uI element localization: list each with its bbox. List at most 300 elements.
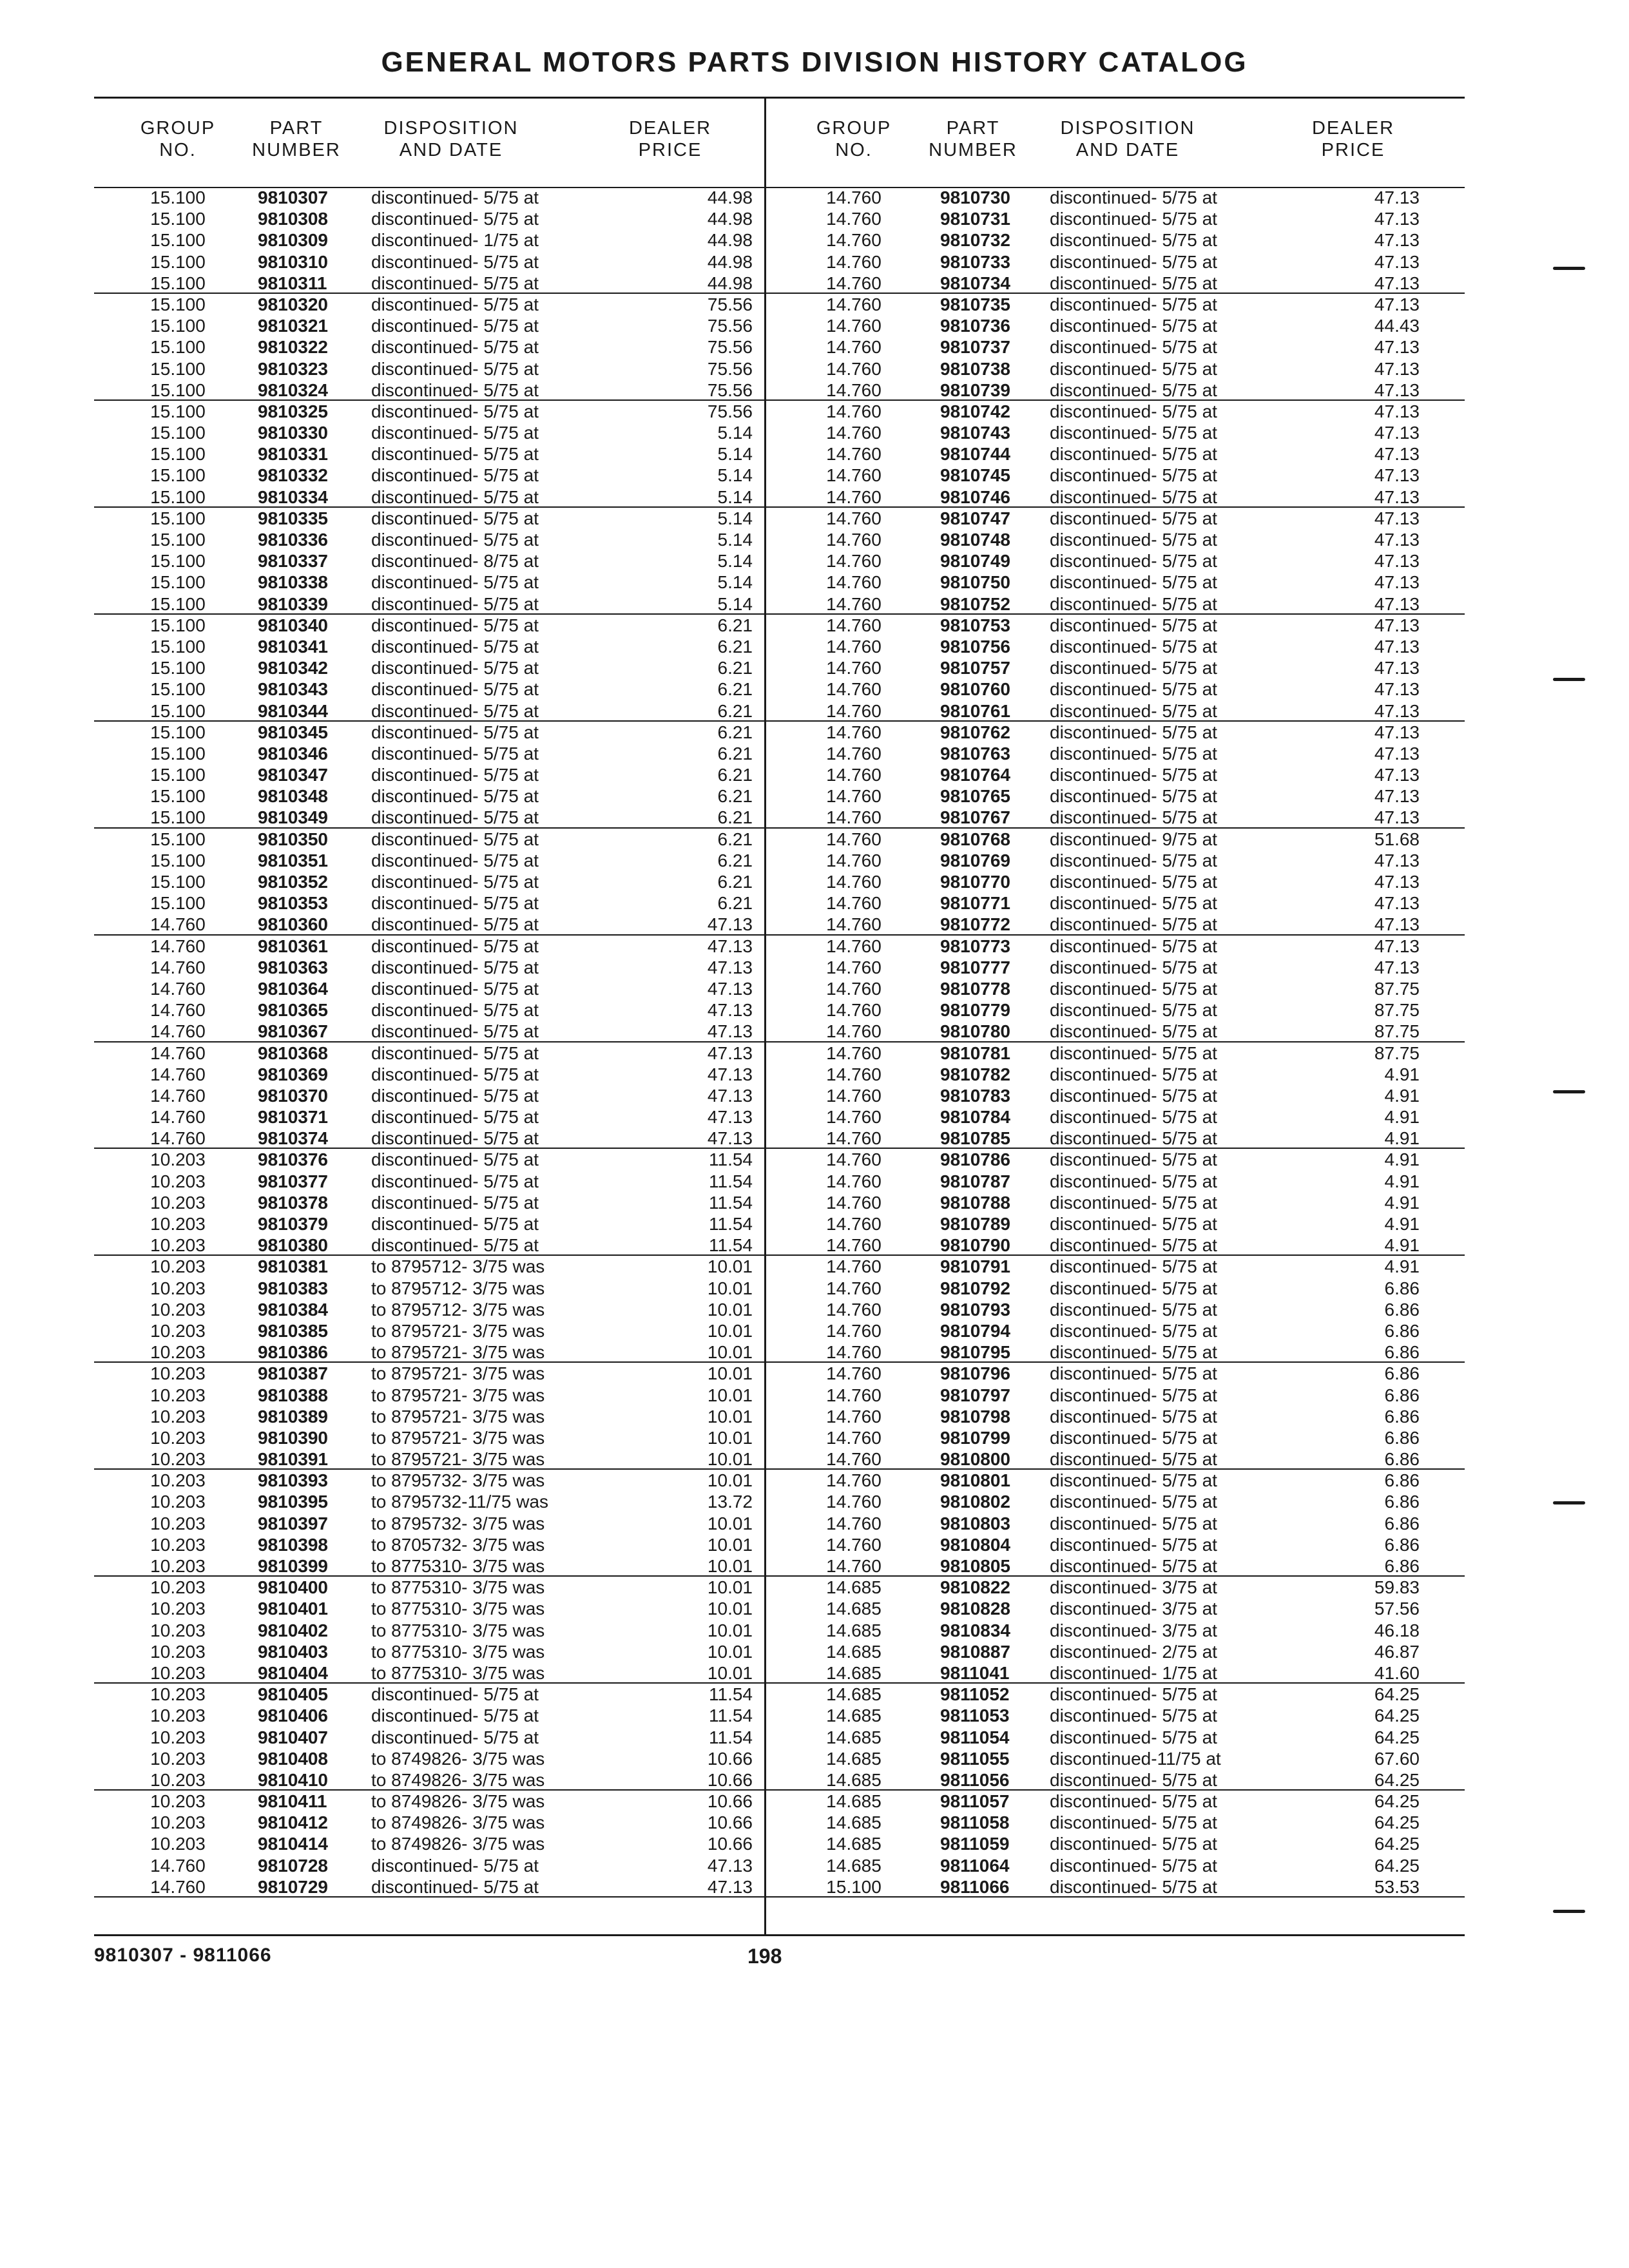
dealer-price: 47.13 — [1374, 658, 1420, 678]
disposition: discontinued- 5/75 at — [1050, 1320, 1217, 1341]
dealer-price: 67.60 — [1374, 1748, 1420, 1769]
part-number: 9810729 — [258, 1876, 329, 1897]
group-no: 14.760 — [826, 978, 882, 999]
dealer-price: 47.13 — [1374, 251, 1420, 272]
group-no: 14.760 — [826, 872, 882, 892]
table-row — [94, 1299, 764, 1320]
group-no: 10.203 — [150, 1256, 206, 1277]
part-number: 9810800 — [940, 1449, 1011, 1470]
disposition: discontinued- 5/75 at — [1050, 1855, 1217, 1876]
top-rule — [94, 97, 1465, 99]
part-number: 9810756 — [940, 636, 1011, 657]
table-row — [766, 1149, 1465, 1170]
part-number: 9810785 — [940, 1128, 1011, 1149]
group-no: 15.100 — [150, 658, 206, 678]
dealer-price: 6.86 — [1384, 1320, 1420, 1341]
part-number: 9810792 — [940, 1278, 1011, 1298]
table-row — [766, 785, 1465, 807]
disposition: to 8795721- 3/75 was — [371, 1342, 545, 1363]
table-row — [94, 1213, 764, 1235]
page-number: 198 — [747, 1945, 782, 1968]
part-number: 9810330 — [258, 423, 329, 443]
table-row — [766, 208, 1465, 229]
disposition: to 8775310- 3/75 was — [371, 1662, 545, 1683]
group-no: 14.760 — [150, 1876, 206, 1897]
part-number: 9810350 — [258, 829, 329, 849]
dealer-price: 6.21 — [717, 765, 753, 785]
disposition: discontinued- 5/75 at — [371, 936, 539, 956]
table-row — [94, 422, 764, 443]
disposition: to 8749826- 3/75 was — [371, 1791, 545, 1812]
table-row — [766, 294, 1465, 315]
table-row — [94, 1406, 764, 1427]
dealer-price: 47.13 — [1374, 294, 1420, 314]
disposition: discontinued- 5/75 at — [371, 786, 539, 807]
part-number: 9810887 — [940, 1641, 1011, 1662]
dealer-price: 5.14 — [717, 486, 753, 507]
disposition: discontinued- 5/75 at — [371, 401, 539, 421]
part-number: 9810407 — [258, 1727, 329, 1747]
part-number: 9810764 — [940, 765, 1011, 785]
disposition: discontinued- 5/75 at — [371, 465, 539, 486]
disposition: discontinued- 5/75 at — [1050, 316, 1217, 336]
disposition: to 8795732-11/75 was — [371, 1492, 549, 1512]
group-no: 14.760 — [826, 615, 882, 635]
table-row — [94, 700, 764, 722]
group-no: 15.100 — [150, 743, 206, 764]
group-no: 10.203 — [150, 1812, 206, 1833]
dealer-price: 44.98 — [707, 251, 753, 272]
disposition: discontinued- 5/75 at — [371, 1000, 539, 1021]
dealer-price: 11.54 — [709, 1235, 753, 1256]
table-row — [94, 1641, 764, 1662]
page-title: GENERAL MOTORS PARTS DIVISION HISTORY CATALOG — [381, 46, 1248, 78]
part-number: 9810360 — [258, 914, 329, 935]
disposition: discontinued- 5/75 at — [1050, 1342, 1217, 1363]
group-no: 15.100 — [150, 872, 206, 892]
table-row — [94, 593, 764, 615]
group-no: 14.760 — [150, 978, 206, 999]
part-number: 9810374 — [258, 1128, 329, 1149]
table-row — [766, 1791, 1465, 1812]
part-number: 9810411 — [258, 1791, 327, 1812]
group-no: 10.203 — [150, 1427, 206, 1448]
part-number: 9810767 — [940, 807, 1011, 828]
table-row — [766, 936, 1465, 957]
group-no: 15.100 — [150, 187, 206, 207]
dealer-price: 6.21 — [717, 829, 753, 849]
table-row — [766, 1235, 1465, 1256]
group-no: 10.203 — [150, 1214, 206, 1234]
table-row — [766, 1876, 1465, 1898]
part-number: 9810803 — [940, 1513, 1011, 1533]
table-row — [94, 572, 764, 593]
table-row — [94, 1043, 764, 1064]
group-no: 14.685 — [826, 1599, 882, 1619]
dealer-price: 57.56 — [1374, 1599, 1420, 1619]
dealer-price: 6.21 — [717, 872, 753, 892]
table-row — [94, 486, 764, 508]
part-number: 9810370 — [258, 1085, 329, 1106]
dealer-price: 47.13 — [1374, 572, 1420, 593]
table-row — [766, 1043, 1465, 1064]
part-number: 9810404 — [258, 1662, 329, 1683]
table-row — [94, 657, 764, 678]
group-no: 10.203 — [150, 1192, 206, 1213]
group-no: 14.760 — [826, 1427, 882, 1448]
table-row — [766, 1577, 1465, 1598]
dealer-price: 64.25 — [1374, 1706, 1420, 1726]
group-no: 15.100 — [826, 1876, 882, 1897]
dealer-price: 6.86 — [1384, 1470, 1420, 1491]
group-no: 15.100 — [150, 551, 206, 572]
part-number: 9810757 — [940, 658, 1011, 678]
table-row — [766, 187, 1465, 208]
table-row — [766, 1662, 1465, 1684]
disposition: discontinued- 5/75 at — [1050, 807, 1217, 828]
group-no: 14.685 — [826, 1641, 882, 1662]
group-no: 10.203 — [150, 1320, 206, 1341]
table-row — [94, 678, 764, 700]
dealer-price: 10.01 — [707, 1427, 753, 1448]
disposition: discontinued- 5/75 at — [1050, 1235, 1217, 1256]
disposition: discontinued- 5/75 at — [371, 187, 539, 207]
part-number: 9810772 — [940, 914, 1011, 935]
dealer-price: 47.13 — [1374, 209, 1420, 229]
disposition: to 8775310- 3/75 was — [371, 1577, 545, 1598]
disposition: discontinued- 5/75 at — [1050, 1278, 1217, 1298]
disposition: discontinued- 5/75 at — [1050, 1171, 1217, 1191]
disposition: discontinued- 5/75 at — [1050, 1791, 1217, 1812]
disposition: discontinued- 5/75 at — [1050, 230, 1217, 251]
part-number: 9810414 — [258, 1834, 329, 1854]
table-row — [766, 1812, 1465, 1833]
dealer-price: 10.66 — [707, 1812, 753, 1833]
dealer-price: 6.21 — [717, 615, 753, 635]
dealer-price: 87.75 — [1374, 1000, 1420, 1021]
disposition: discontinued- 5/75 at — [1050, 700, 1217, 721]
part-number: 9810405 — [258, 1684, 329, 1705]
disposition: to 8749826- 3/75 was — [371, 1834, 545, 1854]
part-number: 9810750 — [940, 572, 1011, 593]
group-no: 10.203 — [150, 1171, 206, 1191]
part-number: 9810341 — [258, 636, 329, 657]
disposition: discontinued- 5/75 at — [1050, 658, 1217, 678]
table-row — [94, 1064, 764, 1085]
bottom-rule — [94, 1934, 1465, 1936]
group-no: 10.203 — [150, 1684, 206, 1705]
part-number: 9810738 — [940, 358, 1011, 379]
part-number: 9810787 — [940, 1171, 1011, 1191]
group-no: 14.760 — [826, 850, 882, 870]
group-no: 14.685 — [826, 1769, 882, 1790]
group-no: 15.100 — [150, 230, 206, 251]
table-row — [766, 1128, 1465, 1149]
part-number: 9810361 — [258, 936, 329, 956]
disposition: discontinued- 5/75 at — [1050, 1256, 1217, 1277]
disposition: discontinued- 5/75 at — [371, 593, 539, 614]
dealer-price: 47.13 — [707, 1128, 753, 1149]
table-row — [94, 529, 764, 550]
disposition: discontinued- 5/75 at — [1050, 1406, 1217, 1427]
disposition: discontinued- 5/75 at — [1050, 1128, 1217, 1149]
disposition: discontinued- 5/75 at — [371, 1192, 539, 1213]
table-row — [94, 187, 764, 208]
disposition: to 8775310- 3/75 was — [371, 1556, 545, 1576]
dealer-price: 47.13 — [707, 914, 753, 935]
disposition: discontinued- 5/75 at — [1050, 850, 1217, 870]
table-row — [766, 251, 1465, 273]
group-no: 14.760 — [150, 1021, 206, 1042]
part-number: 9810344 — [258, 700, 329, 721]
disposition: discontinued- 5/75 at — [371, 700, 539, 721]
part-number: 9810363 — [258, 957, 329, 977]
dealer-price: 47.13 — [1374, 508, 1420, 528]
disposition: discontinued- 5/75 at — [1050, 1684, 1217, 1705]
disposition: to 8795721- 3/75 was — [371, 1320, 545, 1341]
group-no: 14.760 — [826, 1534, 882, 1555]
disposition: discontinued- 5/75 at — [1050, 551, 1217, 572]
part-number: 9810742 — [940, 401, 1011, 421]
group-no: 14.760 — [826, 743, 882, 764]
group-no: 14.760 — [826, 251, 882, 272]
table-row — [94, 1727, 764, 1748]
part-number: 9810325 — [258, 401, 329, 421]
table-row — [94, 850, 764, 871]
part-number: 9810364 — [258, 978, 329, 999]
group-no: 14.760 — [826, 1128, 882, 1149]
dealer-price: 47.13 — [1374, 465, 1420, 486]
group-no: 14.760 — [826, 294, 882, 314]
table-row — [94, 1705, 764, 1726]
group-no: 14.760 — [826, 209, 882, 229]
disposition: discontinued- 5/75 at — [1050, 1214, 1217, 1234]
dealer-price: 87.75 — [1374, 1021, 1420, 1042]
group-no: 14.760 — [826, 273, 882, 293]
dealer-price: 10.01 — [707, 1534, 753, 1555]
dealer-price: 46.18 — [1374, 1620, 1420, 1640]
dealer-price: 6.86 — [1384, 1556, 1420, 1576]
disposition: discontinued- 5/75 at — [371, 251, 539, 272]
dealer-price: 47.13 — [1374, 936, 1420, 956]
dealer-price: 10.01 — [707, 1406, 753, 1427]
group-no: 14.760 — [826, 786, 882, 807]
part-number: 9810381 — [258, 1256, 329, 1277]
table-row — [94, 208, 764, 229]
table-row — [94, 358, 764, 380]
part-number: 9810747 — [940, 508, 1011, 528]
part-number: 9810393 — [258, 1470, 329, 1491]
disposition: discontinued- 5/75 at — [371, 1876, 539, 1897]
disposition: to 8795712- 3/75 was — [371, 1299, 545, 1320]
table-row — [766, 636, 1465, 657]
table-row — [766, 1192, 1465, 1213]
disposition: discontinued- 5/75 at — [1050, 1470, 1217, 1491]
dealer-price: 51.68 — [1374, 829, 1420, 849]
table-row — [766, 1106, 1465, 1128]
table-row — [94, 1534, 764, 1555]
dealer-price: 64.25 — [1374, 1684, 1420, 1705]
disposition: discontinued- 5/75 at — [1050, 978, 1217, 999]
table-row — [766, 465, 1465, 486]
table-row — [94, 936, 764, 957]
part-number: 9810332 — [258, 465, 329, 486]
disposition: discontinued- 5/75 at — [1050, 1149, 1217, 1170]
dealer-price: 6.86 — [1384, 1513, 1420, 1533]
part-number: 9810367 — [258, 1021, 329, 1042]
group-no: 14.760 — [826, 1021, 882, 1042]
disposition: discontinued- 5/75 at — [371, 1021, 539, 1042]
part-number: 9810769 — [940, 850, 1011, 870]
part-number: 9810368 — [258, 1043, 329, 1063]
dealer-price: 87.75 — [1374, 1043, 1420, 1063]
part-number: 9810778 — [940, 978, 1011, 999]
disposition: discontinued- 5/75 at — [371, 423, 539, 443]
disposition: discontinued- 5/75 at — [1050, 957, 1217, 977]
part-number: 9810804 — [940, 1534, 1011, 1555]
part-number: 9810765 — [940, 786, 1011, 807]
table-row — [94, 273, 764, 294]
dealer-price: 47.13 — [1374, 444, 1420, 465]
dealer-price: 10.01 — [707, 1320, 753, 1341]
dealer-price: 6.21 — [717, 679, 753, 700]
disposition: discontinued- 5/75 at — [1050, 1385, 1217, 1405]
group-no: 15.100 — [150, 593, 206, 614]
table-row — [766, 657, 1465, 678]
table-row — [766, 1341, 1465, 1363]
dealer-price: 75.56 — [707, 316, 753, 336]
group-no: 10.203 — [150, 1278, 206, 1298]
disposition: discontinued- 5/75 at — [371, 679, 539, 700]
group-no: 14.760 — [826, 1107, 882, 1128]
group-no: 14.760 — [826, 1342, 882, 1363]
disposition: discontinued- 5/75 at — [1050, 423, 1217, 443]
dealer-price: 47.13 — [1374, 743, 1420, 764]
dealer-price: 4.91 — [1384, 1128, 1420, 1149]
group-no: 15.100 — [150, 850, 206, 870]
group-no: 14.760 — [150, 1128, 206, 1149]
table-row — [94, 380, 764, 401]
disposition: discontinued- 5/75 at — [1050, 209, 1217, 229]
group-no: 14.760 — [150, 1043, 206, 1063]
disposition: discontinued- 5/75 at — [1050, 679, 1217, 700]
dealer-price: 11.54 — [709, 1727, 753, 1747]
disposition: discontinued- 5/75 at — [1050, 465, 1217, 486]
part-number: 9810308 — [258, 209, 329, 229]
table-row — [766, 1684, 1465, 1705]
dealer-price: 47.13 — [1374, 337, 1420, 358]
table-row — [766, 273, 1465, 294]
part-number: 9810324 — [258, 380, 329, 400]
group-no: 14.760 — [826, 1043, 882, 1063]
dealer-price: 47.13 — [1374, 636, 1420, 657]
group-no: 14.760 — [826, 465, 882, 486]
dealer-price: 64.25 — [1374, 1855, 1420, 1876]
header-part-right: PART NUMBER — [929, 118, 1017, 160]
group-no: 15.100 — [150, 807, 206, 828]
part-number: 9810763 — [940, 743, 1011, 764]
part-number: 9810352 — [258, 872, 329, 892]
part-number: 9810331 — [258, 444, 329, 465]
dealer-price: 47.13 — [1374, 230, 1420, 251]
disposition: discontinued- 5/75 at — [1050, 893, 1217, 914]
group-no: 14.760 — [826, 572, 882, 593]
dealer-price: 47.13 — [1374, 358, 1420, 379]
dealer-price: 47.13 — [1374, 380, 1420, 400]
part-number: 9810390 — [258, 1427, 329, 1448]
table-row — [766, 700, 1465, 722]
disposition: discontinued- 5/75 at — [371, 508, 539, 528]
table-row — [766, 336, 1465, 358]
part-number: 9810799 — [940, 1427, 1011, 1448]
part-number: 9810739 — [940, 380, 1011, 400]
disposition: to 8749826- 3/75 was — [371, 1748, 545, 1769]
dealer-price: 10.01 — [707, 1599, 753, 1619]
group-no: 14.760 — [826, 658, 882, 678]
table-row — [94, 1833, 764, 1854]
dealer-price: 4.91 — [1384, 1085, 1420, 1106]
group-no: 15.100 — [150, 786, 206, 807]
disposition: discontinued- 5/75 at — [1050, 1876, 1217, 1897]
table-row — [766, 1278, 1465, 1299]
group-no: 15.100 — [150, 700, 206, 721]
part-number: 9810749 — [940, 551, 1011, 572]
table-row — [94, 1448, 764, 1470]
group-no: 14.760 — [826, 636, 882, 657]
group-no: 15.100 — [150, 423, 206, 443]
group-no: 10.203 — [150, 1769, 206, 1790]
group-no: 10.203 — [150, 1449, 206, 1470]
disposition: discontinued- 5/75 at — [1050, 486, 1217, 507]
disposition: discontinued- 5/75 at — [1050, 337, 1217, 358]
group-no: 14.760 — [150, 1855, 206, 1876]
part-number: 9811041 — [940, 1662, 1010, 1683]
table-row — [766, 1256, 1465, 1277]
dealer-price: 10.01 — [707, 1577, 753, 1598]
dealer-price: 64.25 — [1374, 1812, 1420, 1833]
dealer-price: 11.54 — [709, 1171, 753, 1191]
dealer-price: 47.13 — [1374, 765, 1420, 785]
group-no: 14.760 — [826, 957, 882, 977]
header-disposition-left: DISPOSITION AND DATE — [383, 118, 519, 160]
part-number: 9810309 — [258, 230, 329, 251]
table-row — [766, 358, 1465, 380]
group-no: 14.685 — [826, 1684, 882, 1705]
part-number: 9810828 — [940, 1599, 1011, 1619]
dealer-price: 47.13 — [1374, 401, 1420, 421]
table-row — [766, 1641, 1465, 1662]
dealer-price: 4.91 — [1384, 1149, 1420, 1170]
dealer-price: 10.01 — [707, 1641, 753, 1662]
group-no: 14.760 — [150, 1000, 206, 1021]
group-no: 14.760 — [826, 936, 882, 956]
group-no: 14.685 — [826, 1791, 882, 1812]
part-number: 9811059 — [940, 1834, 1010, 1854]
table-row — [94, 1555, 764, 1577]
disposition: discontinued- 5/75 at — [1050, 187, 1217, 207]
table-row — [766, 1085, 1465, 1106]
group-no: 14.685 — [826, 1727, 882, 1747]
margin-mark — [1553, 1090, 1585, 1093]
dealer-price: 47.13 — [1374, 957, 1420, 977]
table-row — [766, 315, 1465, 336]
table-row — [94, 229, 764, 251]
disposition: discontinued- 1/75 at — [1050, 1662, 1217, 1683]
part-number: 9810386 — [258, 1342, 329, 1363]
table-row — [766, 1470, 1465, 1491]
part-number: 9810307 — [258, 187, 329, 207]
group-no: 15.100 — [150, 337, 206, 358]
